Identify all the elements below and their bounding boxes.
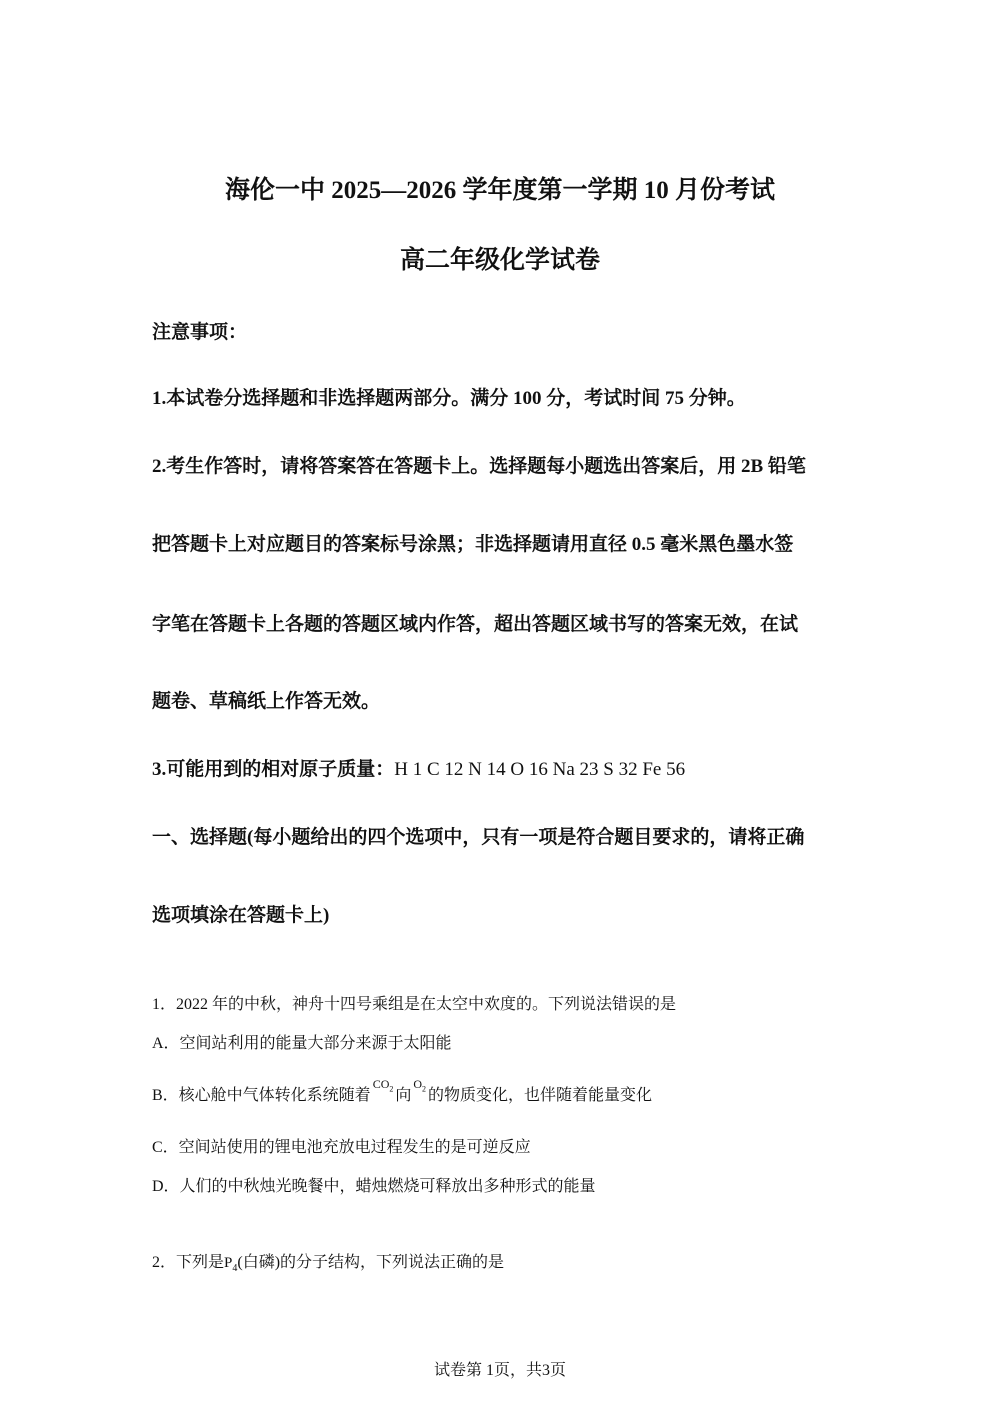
p4-formula: $P_4$ xyxy=(224,1255,238,1274)
question-1-option-c: C．空间站使用的锂电池充放电过程发生的是可逆反应 xyxy=(152,1139,531,1156)
question-1-option-a: A．空间站利用的能量大部分来源于太阳能 xyxy=(152,1035,452,1052)
question-1-option-d: D．人们的中秋烛光晚餐中，蜡烛燃烧可释放出多种形式的能量 xyxy=(152,1178,596,1195)
question-1-stem: 1．2022 年的中秋，神舟十四号乘组是在太空中欢度的。下列说法错误的是 xyxy=(152,996,677,1013)
option-b-prefix: B．核心舱中气体转化系统随着 xyxy=(152,1087,371,1104)
section-heading-line-1: 一、选择题(每小题给出的四个选项中，只有一项是符合题目要求的，请将正确 xyxy=(152,827,805,848)
atomic-mass-label: 3.可能用到的相对原子质量： xyxy=(152,759,395,780)
atomic-mass-values: H 1 C 12 N 14 O 16 Na 23 S 32 Fe 56 xyxy=(394,759,686,780)
exam-title: 海伦一中 2025—2026 学年度第一学期 10 月份考试 xyxy=(224,177,775,204)
notice-item-2-line-1: 2.考生作答时，请将答案答在答题卡上。选择题每小题选出答案后，用 2B 铅笔 xyxy=(152,456,806,477)
notice-heading: 注意事项： xyxy=(152,322,248,343)
question-2-suffix: (白磷)的分子结构，下列说法正确的是 xyxy=(237,1254,505,1271)
option-b-suffix: 的物质变化，也伴随着能量变化 xyxy=(428,1087,653,1104)
notice-item-1: 1.本试卷分选择题和非选择题两部分。满分 100 分，考试时间 75 分钟。 xyxy=(152,388,746,409)
o2-formula: $O_2$ xyxy=(413,1077,427,1094)
co2-formula: $CO_2$ xyxy=(372,1077,394,1094)
page-footer: 试卷第 1页，共3页 xyxy=(433,1362,566,1379)
notice-item-3 xyxy=(152,754,685,781)
question-2-prefix: 2．下列是 xyxy=(152,1254,225,1271)
section-heading-line-2: 选项填涂在答题卡上) xyxy=(152,905,330,926)
option-b-mid: 向 xyxy=(395,1087,412,1104)
question-1-option-b xyxy=(152,1077,653,1105)
notice-item-2-line-3: 字笔在答题卡上各题的答题区域内作答，超出答题区域书写的答案无效，在试 xyxy=(152,614,799,635)
question-2-stem xyxy=(152,1249,504,1274)
exam-subtitle: 高二年级化学试卷 xyxy=(399,247,600,274)
notice-item-2-line-4: 题卷、草稿纸上作答无效。 xyxy=(152,691,381,712)
notice-item-2-line-2: 把答题卡上对应题目的答案标号涂黑；非选择题请用直径 0.5 毫米黑色墨水签 xyxy=(152,534,794,555)
